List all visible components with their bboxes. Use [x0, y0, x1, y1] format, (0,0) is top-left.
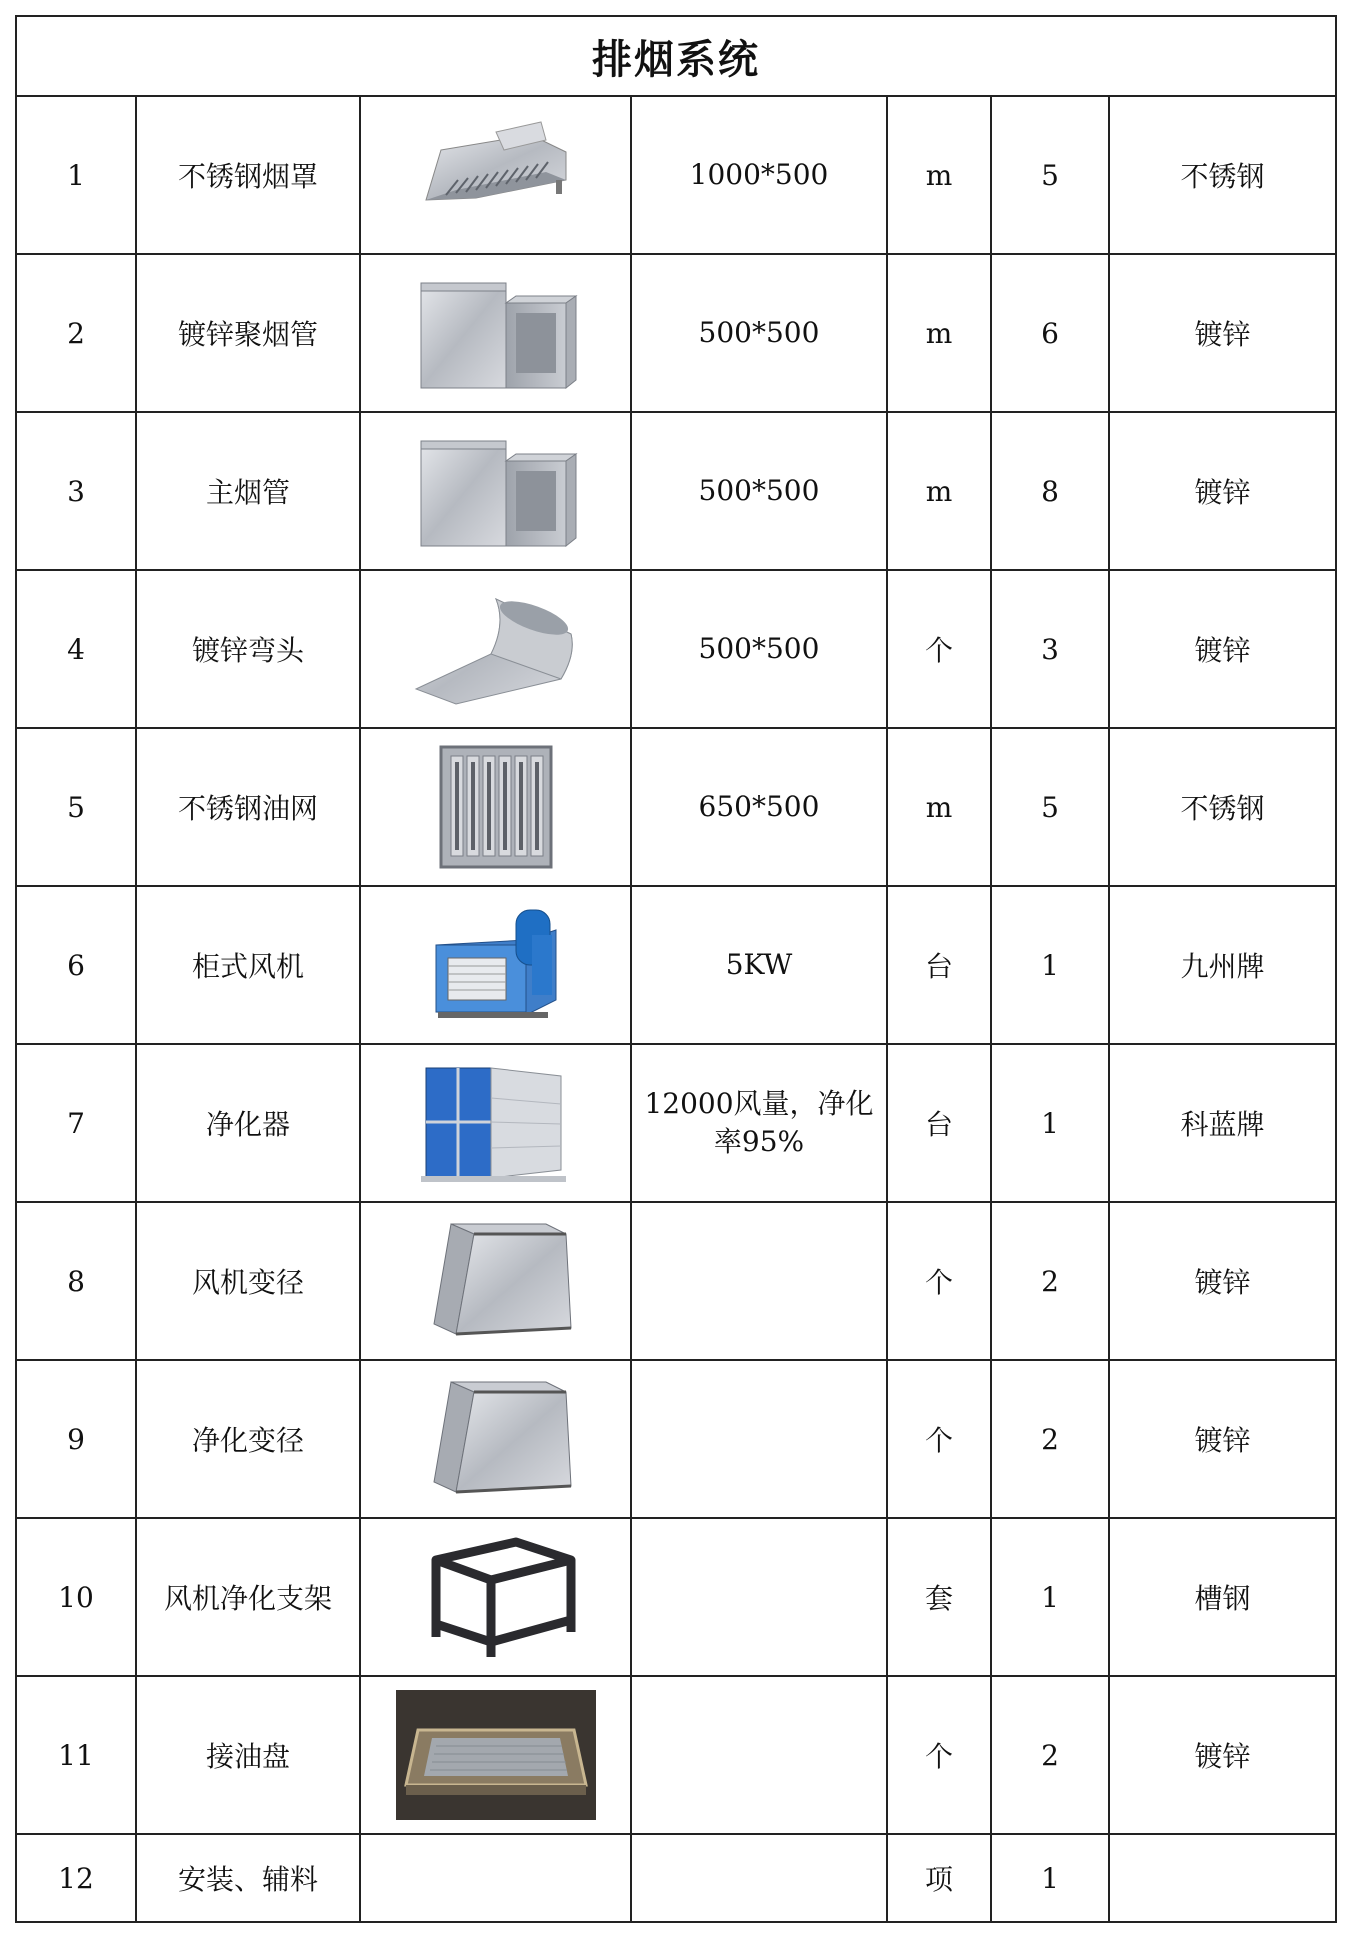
item-number-cell: 8	[16, 1202, 136, 1360]
item-spec-cell	[631, 1676, 887, 1834]
item-number-cell: 2	[16, 254, 136, 412]
duct-image	[396, 268, 596, 398]
item-spec-cell: 500*500	[631, 254, 887, 412]
item-unit-cell: 项	[887, 1834, 991, 1922]
table-row	[16, 570, 1336, 728]
table-row	[16, 1676, 1336, 1834]
item-image-cell	[360, 1360, 631, 1518]
item-image-cell	[360, 1044, 631, 1202]
item-image-cell	[360, 1834, 631, 1922]
reducer-image	[396, 1216, 596, 1346]
item-name-cell: 镀锌弯头	[136, 570, 360, 728]
item-name-cell: 主烟管	[136, 412, 360, 570]
table-row	[16, 412, 1336, 570]
item-unit-cell: 个	[887, 1676, 991, 1834]
item-material-cell: 科蓝牌	[1109, 1044, 1336, 1202]
table-row	[16, 1360, 1336, 1518]
filter-image	[396, 742, 596, 872]
item-material-cell	[1109, 1834, 1336, 1922]
item-number-cell: 10	[16, 1518, 136, 1676]
item-quantity-cell: 8	[991, 412, 1109, 570]
item-quantity-cell: 5	[991, 96, 1109, 254]
item-unit-cell: m	[887, 96, 991, 254]
item-image-cell	[360, 1676, 631, 1834]
item-unit-cell: 个	[887, 1202, 991, 1360]
item-number-cell: 7	[16, 1044, 136, 1202]
item-quantity-cell: 1	[991, 1834, 1109, 1922]
table-row	[16, 728, 1336, 886]
item-unit-cell: m	[887, 728, 991, 886]
item-material-cell: 不锈钢	[1109, 728, 1336, 886]
item-name-cell: 安装、辅料	[136, 1834, 360, 1922]
item-material-cell: 镀锌	[1109, 570, 1336, 728]
table-row	[16, 96, 1336, 254]
table-row	[16, 254, 1336, 412]
item-spec-cell	[631, 1202, 887, 1360]
fan-image	[396, 900, 596, 1030]
item-quantity-cell: 3	[991, 570, 1109, 728]
item-spec-cell	[631, 1518, 887, 1676]
item-spec-cell: 12000风量，净化率95%	[631, 1044, 887, 1202]
item-quantity-cell: 6	[991, 254, 1109, 412]
item-unit-cell: m	[887, 412, 991, 570]
tray-image	[396, 1690, 596, 1820]
item-quantity-cell: 2	[991, 1676, 1109, 1834]
hood-image	[396, 110, 596, 240]
item-material-cell: 不锈钢	[1109, 96, 1336, 254]
table-row	[16, 886, 1336, 1044]
item-number-cell: 12	[16, 1834, 136, 1922]
item-unit-cell: 个	[887, 1360, 991, 1518]
item-spec-cell: 5KW	[631, 886, 887, 1044]
item-unit-cell: 个	[887, 570, 991, 728]
table-row	[16, 1044, 1336, 1202]
item-image-cell	[360, 254, 631, 412]
item-number-cell: 1	[16, 96, 136, 254]
item-material-cell: 镀锌	[1109, 1676, 1336, 1834]
item-name-cell: 不锈钢烟罩	[136, 96, 360, 254]
item-name-cell: 净化变径	[136, 1360, 360, 1518]
item-quantity-cell: 5	[991, 728, 1109, 886]
item-quantity-cell: 2	[991, 1202, 1109, 1360]
table-title: 排烟系统	[16, 16, 1336, 96]
item-material-cell: 镀锌	[1109, 1360, 1336, 1518]
table-row	[16, 1202, 1336, 1360]
item-spec-cell: 500*500	[631, 570, 887, 728]
table-row	[16, 1834, 1336, 1922]
item-quantity-cell: 2	[991, 1360, 1109, 1518]
item-material-cell: 镀锌	[1109, 1202, 1336, 1360]
item-spec-cell: 500*500	[631, 412, 887, 570]
item-number-cell: 4	[16, 570, 136, 728]
item-name-cell: 净化器	[136, 1044, 360, 1202]
item-material-cell: 九州牌	[1109, 886, 1336, 1044]
smoke-exhaust-table	[15, 15, 1337, 1923]
item-spec-cell	[631, 1834, 887, 1922]
item-number-cell: 6	[16, 886, 136, 1044]
item-image-cell	[360, 96, 631, 254]
item-unit-cell: 套	[887, 1518, 991, 1676]
item-name-cell: 镀锌聚烟管	[136, 254, 360, 412]
item-image-cell	[360, 570, 631, 728]
duct-image	[396, 426, 596, 556]
item-material-cell: 槽钢	[1109, 1518, 1336, 1676]
item-image-cell	[360, 886, 631, 1044]
item-number-cell: 11	[16, 1676, 136, 1834]
item-image-cell	[360, 728, 631, 886]
item-image-cell	[360, 1518, 631, 1676]
item-quantity-cell: 1	[991, 886, 1109, 1044]
stand-image	[396, 1532, 596, 1662]
elbow-image	[396, 584, 596, 714]
item-material-cell: 镀锌	[1109, 254, 1336, 412]
table-row	[16, 1518, 1336, 1676]
reducer-image	[396, 1374, 596, 1504]
item-image-cell	[360, 412, 631, 570]
item-unit-cell: 台	[887, 1044, 991, 1202]
item-name-cell: 风机净化支架	[136, 1518, 360, 1676]
purifier-image	[396, 1058, 596, 1188]
item-number-cell: 3	[16, 412, 136, 570]
item-name-cell: 柜式风机	[136, 886, 360, 1044]
item-spec-cell: 650*500	[631, 728, 887, 886]
item-quantity-cell: 1	[991, 1518, 1109, 1676]
item-image-cell	[360, 1202, 631, 1360]
equipment-sheet	[15, 15, 1335, 1923]
item-unit-cell: m	[887, 254, 991, 412]
item-number-cell: 5	[16, 728, 136, 886]
item-name-cell: 接油盘	[136, 1676, 360, 1834]
item-material-cell: 镀锌	[1109, 412, 1336, 570]
item-quantity-cell: 1	[991, 1044, 1109, 1202]
item-spec-cell: 1000*500	[631, 96, 887, 254]
item-name-cell: 风机变径	[136, 1202, 360, 1360]
item-number-cell: 9	[16, 1360, 136, 1518]
item-name-cell: 不锈钢油网	[136, 728, 360, 886]
item-spec-cell	[631, 1360, 887, 1518]
item-unit-cell: 台	[887, 886, 991, 1044]
